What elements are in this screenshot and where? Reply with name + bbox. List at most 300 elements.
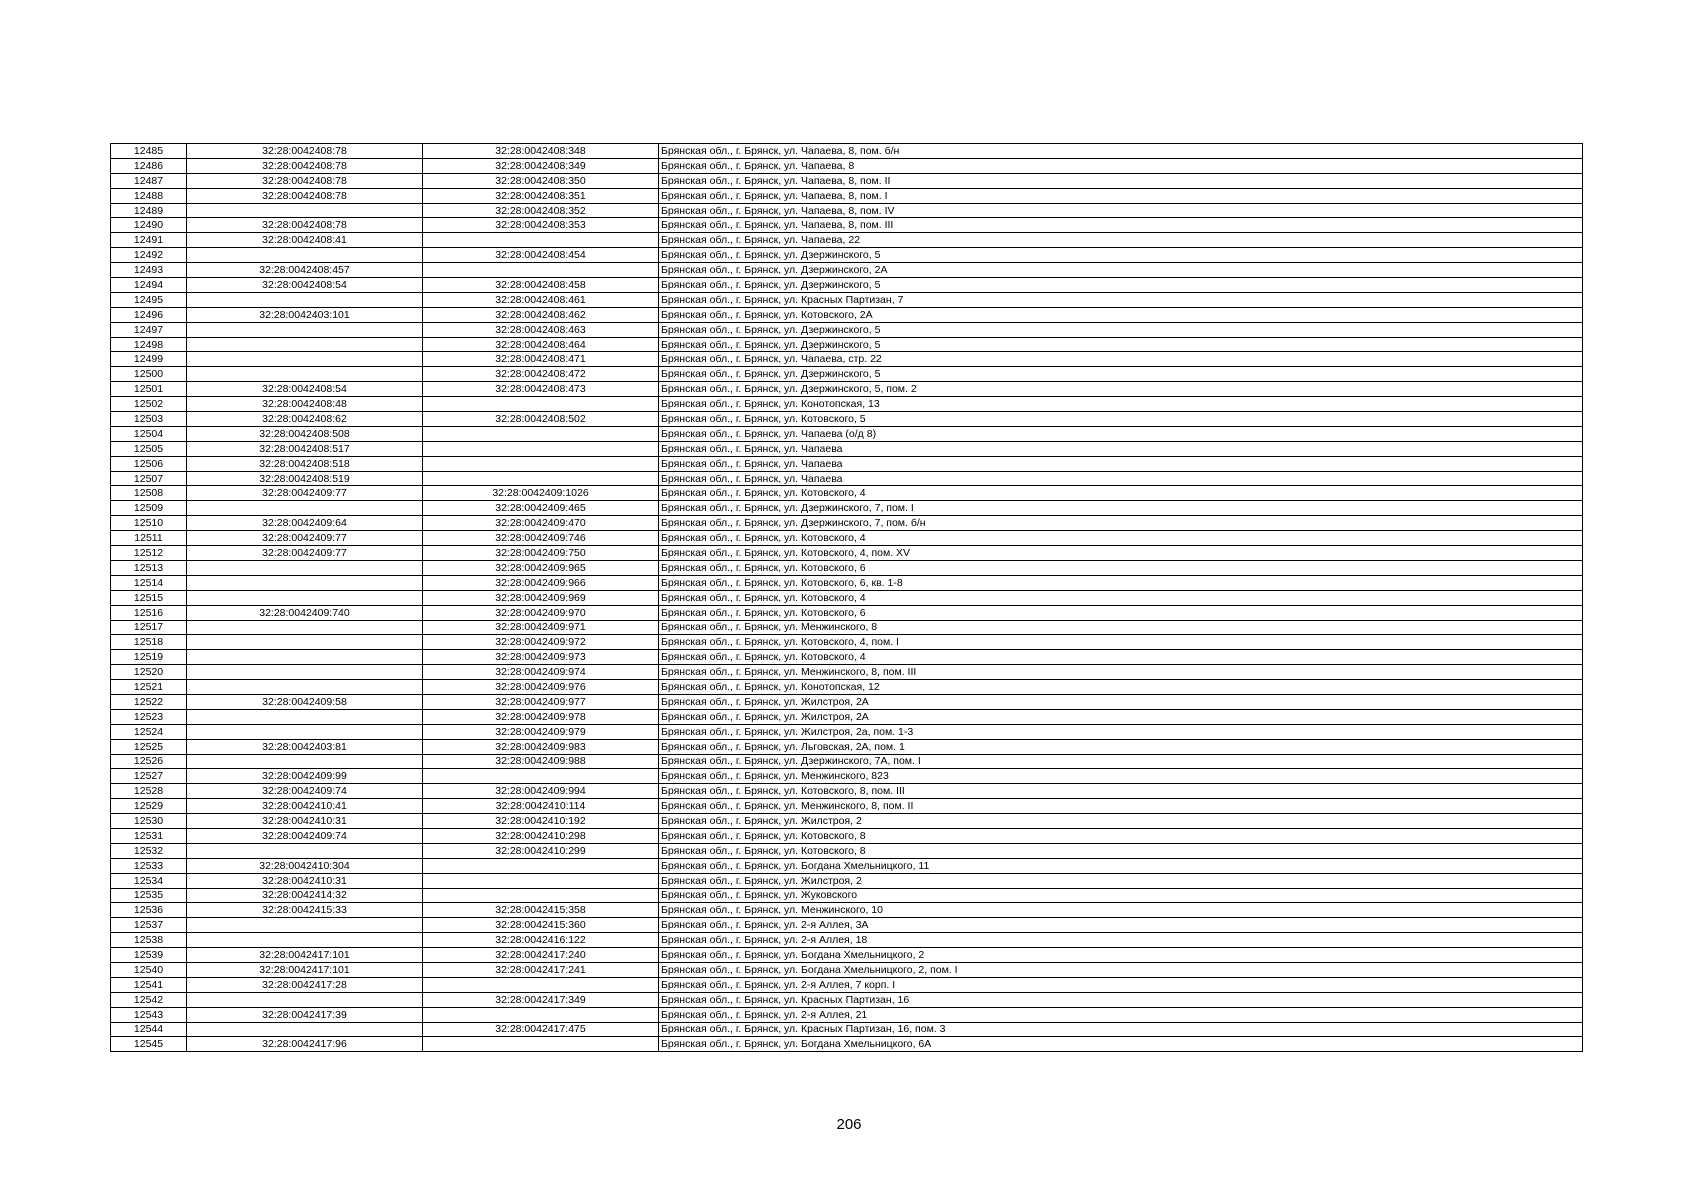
address-cell: Брянская обл., г. Брянск, ул. Дзержинского, 7, пом. б/н <box>659 516 1583 531</box>
land-cadastral-number-cell: 32:28:0042408:518 <box>187 456 423 471</box>
address-cell: Брянская обл., г. Брянск, ул. Жилстроя, 2А <box>659 709 1583 724</box>
address-cell: Брянская обл., г. Брянск, ул. Котовского, 4, пом. I <box>659 635 1583 650</box>
row-number-cell: 12526 <box>111 754 187 769</box>
table-row <box>111 248 1583 263</box>
row-number-cell: 12529 <box>111 799 187 814</box>
object-cadastral-number-cell: 32:28:0042409:979 <box>423 724 659 739</box>
table-row <box>111 337 1583 352</box>
land-cadastral-number-cell: 32:28:0042414:32 <box>187 888 423 903</box>
land-cadastral-number-cell <box>187 501 423 516</box>
table-row <box>111 352 1583 367</box>
object-cadastral-number-cell: 32:28:0042409:994 <box>423 784 659 799</box>
table-row <box>111 173 1583 188</box>
row-number-cell: 12527 <box>111 769 187 784</box>
object-cadastral-number-cell: 32:28:0042417:241 <box>423 962 659 977</box>
land-cadastral-number-cell: 32:28:0042410:31 <box>187 873 423 888</box>
object-cadastral-number-cell: 32:28:0042409:750 <box>423 546 659 561</box>
address-cell: Брянская обл., г. Брянск, ул. Богдана Хмельницкого, 2, пом. I <box>659 962 1583 977</box>
land-cadastral-number-cell: 32:28:0042409:77 <box>187 531 423 546</box>
land-cadastral-number-cell: 32:28:0042415:33 <box>187 903 423 918</box>
land-cadastral-number-cell <box>187 754 423 769</box>
land-cadastral-number-cell <box>187 665 423 680</box>
land-cadastral-number-cell: 32:28:0042408:78 <box>187 218 423 233</box>
address-cell: Брянская обл., г. Брянск, ул. Котовского, 6 <box>659 605 1583 620</box>
object-cadastral-number-cell: 32:28:0042409:969 <box>423 590 659 605</box>
address-cell: Брянская обл., г. Брянск, ул. Дзержинского, 7А, пом. I <box>659 754 1583 769</box>
object-cadastral-number-cell: 32:28:0042409:1026 <box>423 486 659 501</box>
row-number-cell: 12537 <box>111 918 187 933</box>
address-cell: Брянская обл., г. Брянск, ул. Менжинского, 10 <box>659 903 1583 918</box>
row-number-cell: 12485 <box>111 144 187 159</box>
object-cadastral-number-cell: 32:28:0042410:192 <box>423 814 659 829</box>
address-cell: Брянская обл., г. Брянск, ул. Жуковского <box>659 888 1583 903</box>
row-number-cell: 12517 <box>111 620 187 635</box>
land-cadastral-number-cell <box>187 918 423 933</box>
row-number-cell: 12528 <box>111 784 187 799</box>
land-cadastral-number-cell: 32:28:0042410:41 <box>187 799 423 814</box>
land-cadastral-number-cell: 32:28:0042408:54 <box>187 382 423 397</box>
table-row <box>111 948 1583 963</box>
land-cadastral-number-cell <box>187 352 423 367</box>
object-cadastral-number-cell: 32:28:0042408:471 <box>423 352 659 367</box>
table-row <box>111 784 1583 799</box>
address-cell: Брянская обл., г. Брянск, ул. Льговская, 2А, пом. 1 <box>659 739 1583 754</box>
land-cadastral-number-cell: 32:28:0042417:101 <box>187 962 423 977</box>
row-number-cell: 12507 <box>111 471 187 486</box>
land-cadastral-number-cell <box>187 248 423 263</box>
object-cadastral-number-cell: 32:28:0042408:350 <box>423 173 659 188</box>
address-cell: Брянская обл., г. Брянск, ул. Конотопская, 13 <box>659 397 1583 412</box>
address-cell: Брянская обл., г. Брянск, ул. Жилстроя, 2 <box>659 814 1583 829</box>
address-cell: Брянская обл., г. Брянск, ул. Дзержинского, 5, пом. 2 <box>659 382 1583 397</box>
address-cell: Брянская обл., г. Брянск, ул. 2-я Аллея, 21 <box>659 1007 1583 1022</box>
object-cadastral-number-cell: 32:28:0042408:473 <box>423 382 659 397</box>
address-cell: Брянская обл., г. Брянск, ул. Чапаева, 8, пом. I <box>659 188 1583 203</box>
object-cadastral-number-cell: 32:28:0042409:465 <box>423 501 659 516</box>
table-row <box>111 1037 1583 1052</box>
table-row <box>111 918 1583 933</box>
row-number-cell: 12532 <box>111 843 187 858</box>
row-number-cell: 12516 <box>111 605 187 620</box>
object-cadastral-number-cell: 32:28:0042417:475 <box>423 1022 659 1037</box>
object-cadastral-number-cell <box>423 426 659 441</box>
row-number-cell: 12494 <box>111 278 187 293</box>
object-cadastral-number-cell: 32:28:0042408:462 <box>423 307 659 322</box>
address-cell: Брянская обл., г. Брянск, ул. 2-я Аллея, 7 корп. I <box>659 977 1583 992</box>
object-cadastral-number-cell: 32:28:0042408:352 <box>423 203 659 218</box>
land-cadastral-number-cell: 32:28:0042408:457 <box>187 263 423 278</box>
table-row <box>111 977 1583 992</box>
address-cell: Брянская обл., г. Брянск, ул. Дзержинского, 5 <box>659 337 1583 352</box>
land-cadastral-number-cell: 32:28:0042408:62 <box>187 412 423 427</box>
table-row <box>111 814 1583 829</box>
row-number-cell: 12504 <box>111 426 187 441</box>
table-row <box>111 278 1583 293</box>
row-number-cell: 12515 <box>111 590 187 605</box>
object-cadastral-number-cell: 32:28:0042409:973 <box>423 650 659 665</box>
row-number-cell: 12510 <box>111 516 187 531</box>
address-cell: Брянская обл., г. Брянск, ул. Котовского, 4, пом. XV <box>659 546 1583 561</box>
object-cadastral-number-cell: 32:28:0042409:972 <box>423 635 659 650</box>
land-cadastral-number-cell: 32:28:0042408:78 <box>187 158 423 173</box>
table-row <box>111 188 1583 203</box>
table-row <box>111 263 1583 278</box>
table-row <box>111 1007 1583 1022</box>
table-row <box>111 456 1583 471</box>
table-row <box>111 680 1583 695</box>
row-number-cell: 12514 <box>111 575 187 590</box>
row-number-cell: 12530 <box>111 814 187 829</box>
land-cadastral-number-cell <box>187 560 423 575</box>
object-cadastral-number-cell: 32:28:0042416:122 <box>423 933 659 948</box>
land-cadastral-number-cell <box>187 337 423 352</box>
table-row <box>111 933 1583 948</box>
table-row <box>111 307 1583 322</box>
land-cadastral-number-cell <box>187 322 423 337</box>
row-number-cell: 12533 <box>111 858 187 873</box>
table-row <box>111 412 1583 427</box>
row-number-cell: 12518 <box>111 635 187 650</box>
table-row <box>111 724 1583 739</box>
row-number-cell: 12488 <box>111 188 187 203</box>
table-row <box>111 843 1583 858</box>
object-cadastral-number-cell: 32:28:0042410:298 <box>423 828 659 843</box>
address-cell: Брянская обл., г. Брянск, ул. Котовского, 8 <box>659 843 1583 858</box>
page-number: 206 <box>836 1116 862 1133</box>
land-cadastral-number-cell <box>187 590 423 605</box>
table-row <box>111 233 1583 248</box>
land-cadastral-number-cell: 32:28:0042409:74 <box>187 828 423 843</box>
row-number-cell: 12496 <box>111 307 187 322</box>
row-number-cell: 12541 <box>111 977 187 992</box>
row-number-cell: 12535 <box>111 888 187 903</box>
object-cadastral-number-cell: 32:28:0042408:351 <box>423 188 659 203</box>
address-cell: Брянская обл., г. Брянск, ул. Конотопская, 12 <box>659 680 1583 695</box>
address-cell: Брянская обл., г. Брянск, ул. Красных Партизан, 7 <box>659 292 1583 307</box>
object-cadastral-number-cell: 32:28:0042409:978 <box>423 709 659 724</box>
land-cadastral-number-cell: 32:28:0042417:39 <box>187 1007 423 1022</box>
object-cadastral-number-cell: 32:28:0042415:358 <box>423 903 659 918</box>
object-cadastral-number-cell <box>423 873 659 888</box>
row-number-cell: 12520 <box>111 665 187 680</box>
land-cadastral-number-cell: 32:28:0042403:81 <box>187 739 423 754</box>
row-number-cell: 12531 <box>111 828 187 843</box>
table-row <box>111 739 1583 754</box>
land-cadastral-number-cell: 32:28:0042409:77 <box>187 486 423 501</box>
address-cell: Брянская обл., г. Брянск, ул. Дзержинского, 7, пом. I <box>659 501 1583 516</box>
row-number-cell: 12540 <box>111 962 187 977</box>
address-cell: Брянская обл., г. Брянск, ул. Чапаева <box>659 456 1583 471</box>
address-cell: Брянская обл., г. Брянск, ул. Чапаева, 8, пом. IV <box>659 203 1583 218</box>
address-cell: Брянская обл., г. Брянск, ул. Чапаева, 8, пом. б/н <box>659 144 1583 159</box>
address-cell: Брянская обл., г. Брянск, ул. Жилстроя, 2А <box>659 694 1583 709</box>
address-cell: Брянская обл., г. Брянск, ул. Чапаева, 8, пом. II <box>659 173 1583 188</box>
address-cell: Брянская обл., г. Брянск, ул. Котовского, 8 <box>659 828 1583 843</box>
row-number-cell: 12492 <box>111 248 187 263</box>
row-number-cell: 12502 <box>111 397 187 412</box>
address-cell: Брянская обл., г. Брянск, ул. 2-я Аллея, 3А <box>659 918 1583 933</box>
registry-table <box>110 143 1583 1052</box>
object-cadastral-number-cell: 32:28:0042408:353 <box>423 218 659 233</box>
land-cadastral-number-cell: 32:28:0042408:48 <box>187 397 423 412</box>
table-row <box>111 962 1583 977</box>
object-cadastral-number-cell <box>423 769 659 784</box>
land-cadastral-number-cell: 32:28:0042410:31 <box>187 814 423 829</box>
table-row <box>111 501 1583 516</box>
land-cadastral-number-cell: 32:28:0042408:517 <box>187 441 423 456</box>
table-row <box>111 144 1583 159</box>
object-cadastral-number-cell: 32:28:0042409:977 <box>423 694 659 709</box>
table-row <box>111 292 1583 307</box>
object-cadastral-number-cell: 32:28:0042408:458 <box>423 278 659 293</box>
land-cadastral-number-cell <box>187 1022 423 1037</box>
object-cadastral-number-cell: 32:28:0042417:240 <box>423 948 659 963</box>
table-row <box>111 397 1583 412</box>
object-cadastral-number-cell <box>423 888 659 903</box>
object-cadastral-number-cell <box>423 977 659 992</box>
object-cadastral-number-cell: 32:28:0042409:976 <box>423 680 659 695</box>
row-number-cell: 12503 <box>111 412 187 427</box>
address-cell: Брянская обл., г. Брянск, ул. Богдана Хмельницкого, 6А <box>659 1037 1583 1052</box>
address-cell: Брянская обл., г. Брянск, ул. Жилстроя, 2а, пом. 1-3 <box>659 724 1583 739</box>
table-row <box>111 471 1583 486</box>
object-cadastral-number-cell: 32:28:0042410:299 <box>423 843 659 858</box>
address-cell: Брянская обл., г. Брянск, ул. Котовского, 4 <box>659 650 1583 665</box>
address-cell: Брянская обл., г. Брянск, ул. Котовского, 6, кв. 1-8 <box>659 575 1583 590</box>
table-row <box>111 605 1583 620</box>
object-cadastral-number-cell: 32:28:0042409:971 <box>423 620 659 635</box>
row-number-cell: 12521 <box>111 680 187 695</box>
table-row <box>111 158 1583 173</box>
row-number-cell: 12489 <box>111 203 187 218</box>
land-cadastral-number-cell <box>187 709 423 724</box>
object-cadastral-number-cell: 32:28:0042417:349 <box>423 992 659 1007</box>
land-cadastral-number-cell: 32:28:0042409:99 <box>187 769 423 784</box>
address-cell: Брянская обл., г. Брянск, ул. Красных Партизан, 16, пом. 3 <box>659 1022 1583 1037</box>
land-cadastral-number-cell: 32:28:0042408:519 <box>187 471 423 486</box>
table-row <box>111 441 1583 456</box>
address-cell: Брянская обл., г. Брянск, ул. Котовского, 6 <box>659 560 1583 575</box>
land-cadastral-number-cell: 32:28:0042403:101 <box>187 307 423 322</box>
row-number-cell: 12522 <box>111 694 187 709</box>
row-number-cell: 12542 <box>111 992 187 1007</box>
row-number-cell: 12500 <box>111 367 187 382</box>
address-cell: Брянская обл., г. Брянск, ул. Богдана Хмельницкого, 11 <box>659 858 1583 873</box>
address-cell: Брянская обл., г. Брянск, ул. Чапаева <box>659 441 1583 456</box>
address-cell: Брянская обл., г. Брянск, ул. Чапаева, 8 <box>659 158 1583 173</box>
table-row <box>111 903 1583 918</box>
address-cell: Брянская обл., г. Брянск, ул. Дзержинского, 2А <box>659 263 1583 278</box>
table-row <box>111 560 1583 575</box>
table-row <box>111 546 1583 561</box>
address-cell: Брянская обл., г. Брянск, ул. Чапаева, 22 <box>659 233 1583 248</box>
object-cadastral-number-cell <box>423 858 659 873</box>
table-row <box>111 531 1583 546</box>
address-cell: Брянская обл., г. Брянск, ул. Котовского, 5 <box>659 412 1583 427</box>
table-row <box>111 828 1583 843</box>
object-cadastral-number-cell: 32:28:0042409:983 <box>423 739 659 754</box>
row-number-cell: 12525 <box>111 739 187 754</box>
row-number-cell: 12524 <box>111 724 187 739</box>
address-cell: Брянская обл., г. Брянск, ул. Дзержинского, 5 <box>659 278 1583 293</box>
land-cadastral-number-cell: 32:28:0042408:78 <box>187 188 423 203</box>
table-row <box>111 575 1583 590</box>
land-cadastral-number-cell: 32:28:0042408:54 <box>187 278 423 293</box>
row-number-cell: 12487 <box>111 173 187 188</box>
land-cadastral-number-cell: 32:28:0042409:740 <box>187 605 423 620</box>
row-number-cell: 12511 <box>111 531 187 546</box>
land-cadastral-number-cell <box>187 992 423 1007</box>
table-row <box>111 367 1583 382</box>
row-number-cell: 12495 <box>111 292 187 307</box>
land-cadastral-number-cell: 32:28:0042417:28 <box>187 977 423 992</box>
land-cadastral-number-cell: 32:28:0042408:78 <box>187 173 423 188</box>
land-cadastral-number-cell <box>187 203 423 218</box>
registry-table-body <box>111 144 1583 1052</box>
row-number-cell: 12513 <box>111 560 187 575</box>
address-cell: Брянская обл., г. Брянск, ул. Менжинского, 8, пом. III <box>659 665 1583 680</box>
land-cadastral-number-cell: 32:28:0042409:74 <box>187 784 423 799</box>
table-row <box>111 382 1583 397</box>
object-cadastral-number-cell: 32:28:0042408:461 <box>423 292 659 307</box>
row-number-cell: 12505 <box>111 441 187 456</box>
row-number-cell: 12506 <box>111 456 187 471</box>
address-cell: Брянская обл., г. Брянск, ул. Котовского, 4 <box>659 486 1583 501</box>
address-cell: Брянская обл., г. Брянск, ул. Чапаева (о/д 8) <box>659 426 1583 441</box>
row-number-cell: 12545 <box>111 1037 187 1052</box>
address-cell: Брянская обл., г. Брянск, ул. 2-я Аллея, 18 <box>659 933 1583 948</box>
object-cadastral-number-cell <box>423 1037 659 1052</box>
table-row <box>111 486 1583 501</box>
table-row <box>111 322 1583 337</box>
land-cadastral-number-cell: 32:28:0042417:101 <box>187 948 423 963</box>
land-cadastral-number-cell <box>187 650 423 665</box>
land-cadastral-number-cell <box>187 620 423 635</box>
object-cadastral-number-cell <box>423 441 659 456</box>
row-number-cell: 12534 <box>111 873 187 888</box>
land-cadastral-number-cell: 32:28:0042409:77 <box>187 546 423 561</box>
table-row <box>111 665 1583 680</box>
row-number-cell: 12508 <box>111 486 187 501</box>
table-row <box>111 799 1583 814</box>
table-row <box>111 218 1583 233</box>
land-cadastral-number-cell: 32:28:0042409:64 <box>187 516 423 531</box>
table-row <box>111 992 1583 1007</box>
land-cadastral-number-cell: 32:28:0042410:304 <box>187 858 423 873</box>
row-number-cell: 12491 <box>111 233 187 248</box>
object-cadastral-number-cell: 32:28:0042409:974 <box>423 665 659 680</box>
table-row <box>111 426 1583 441</box>
table-row <box>111 888 1583 903</box>
row-number-cell: 12501 <box>111 382 187 397</box>
row-number-cell: 12499 <box>111 352 187 367</box>
address-cell: Брянская обл., г. Брянск, ул. Менжинского, 8, пом. II <box>659 799 1583 814</box>
address-cell: Брянская обл., г. Брянск, ул. Дзержинского, 5 <box>659 322 1583 337</box>
object-cadastral-number-cell: 32:28:0042409:965 <box>423 560 659 575</box>
row-number-cell: 12543 <box>111 1007 187 1022</box>
row-number-cell: 12497 <box>111 322 187 337</box>
row-number-cell: 12523 <box>111 709 187 724</box>
object-cadastral-number-cell: 32:28:0042409:966 <box>423 575 659 590</box>
land-cadastral-number-cell: 32:28:0042408:78 <box>187 144 423 159</box>
object-cadastral-number-cell: 32:28:0042408:454 <box>423 248 659 263</box>
address-cell: Брянская обл., г. Брянск, ул. Жилстроя, 2 <box>659 873 1583 888</box>
table-row <box>111 516 1583 531</box>
object-cadastral-number-cell: 32:28:0042409:470 <box>423 516 659 531</box>
land-cadastral-number-cell <box>187 724 423 739</box>
row-number-cell: 12539 <box>111 948 187 963</box>
table-row <box>111 635 1583 650</box>
land-cadastral-number-cell: 32:28:0042409:58 <box>187 694 423 709</box>
table-row <box>111 590 1583 605</box>
address-cell: Брянская обл., г. Брянск, ул. Менжинского, 823 <box>659 769 1583 784</box>
land-cadastral-number-cell: 32:28:0042417:96 <box>187 1037 423 1052</box>
address-cell: Брянская обл., г. Брянск, ул. Дзержинского, 5 <box>659 367 1583 382</box>
row-number-cell: 12498 <box>111 337 187 352</box>
object-cadastral-number-cell: 32:28:0042408:472 <box>423 367 659 382</box>
object-cadastral-number-cell <box>423 1007 659 1022</box>
land-cadastral-number-cell <box>187 367 423 382</box>
object-cadastral-number-cell <box>423 471 659 486</box>
land-cadastral-number-cell: 32:28:0042408:41 <box>187 233 423 248</box>
object-cadastral-number-cell: 32:28:0042410:114 <box>423 799 659 814</box>
address-cell: Брянская обл., г. Брянск, ул. Богдана Хмельницкого, 2 <box>659 948 1583 963</box>
table-row <box>111 203 1583 218</box>
row-number-cell: 12512 <box>111 546 187 561</box>
object-cadastral-number-cell: 32:28:0042415:360 <box>423 918 659 933</box>
land-cadastral-number-cell <box>187 680 423 695</box>
table-row <box>111 1022 1583 1037</box>
object-cadastral-number-cell: 32:28:0042408:463 <box>423 322 659 337</box>
land-cadastral-number-cell <box>187 575 423 590</box>
object-cadastral-number-cell: 32:28:0042408:464 <box>423 337 659 352</box>
land-cadastral-number-cell <box>187 933 423 948</box>
address-cell: Брянская обл., г. Брянск, ул. Красных Партизан, 16 <box>659 992 1583 1007</box>
address-cell: Брянская обл., г. Брянск, ул. Котовского, 2А <box>659 307 1583 322</box>
row-number-cell: 12536 <box>111 903 187 918</box>
object-cadastral-number-cell <box>423 263 659 278</box>
row-number-cell: 12490 <box>111 218 187 233</box>
object-cadastral-number-cell <box>423 397 659 412</box>
address-cell: Брянская обл., г. Брянск, ул. Менжинского, 8 <box>659 620 1583 635</box>
row-number-cell: 12493 <box>111 263 187 278</box>
address-cell: Брянская обл., г. Брянск, ул. Чапаева, 8, пом. III <box>659 218 1583 233</box>
object-cadastral-number-cell <box>423 233 659 248</box>
object-cadastral-number-cell: 32:28:0042409:988 <box>423 754 659 769</box>
object-cadastral-number-cell: 32:28:0042409:746 <box>423 531 659 546</box>
table-row <box>111 620 1583 635</box>
table-row <box>111 769 1583 784</box>
table-row <box>111 650 1583 665</box>
table-row <box>111 873 1583 888</box>
object-cadastral-number-cell: 32:28:0042408:348 <box>423 144 659 159</box>
land-cadastral-number-cell <box>187 843 423 858</box>
row-number-cell: 12519 <box>111 650 187 665</box>
address-cell: Брянская обл., г. Брянск, ул. Чапаева, стр. 22 <box>659 352 1583 367</box>
object-cadastral-number-cell <box>423 456 659 471</box>
land-cadastral-number-cell <box>187 292 423 307</box>
address-cell: Брянская обл., г. Брянск, ул. Котовского, 8, пом. III <box>659 784 1583 799</box>
row-number-cell: 12538 <box>111 933 187 948</box>
land-cadastral-number-cell: 32:28:0042408:508 <box>187 426 423 441</box>
object-cadastral-number-cell: 32:28:0042408:349 <box>423 158 659 173</box>
address-cell: Брянская обл., г. Брянск, ул. Дзержинского, 5 <box>659 248 1583 263</box>
object-cadastral-number-cell: 32:28:0042408:502 <box>423 412 659 427</box>
object-cadastral-number-cell: 32:28:0042409:970 <box>423 605 659 620</box>
table-row <box>111 694 1583 709</box>
table-row <box>111 709 1583 724</box>
address-cell: Брянская обл., г. Брянск, ул. Котовского, 4 <box>659 531 1583 546</box>
